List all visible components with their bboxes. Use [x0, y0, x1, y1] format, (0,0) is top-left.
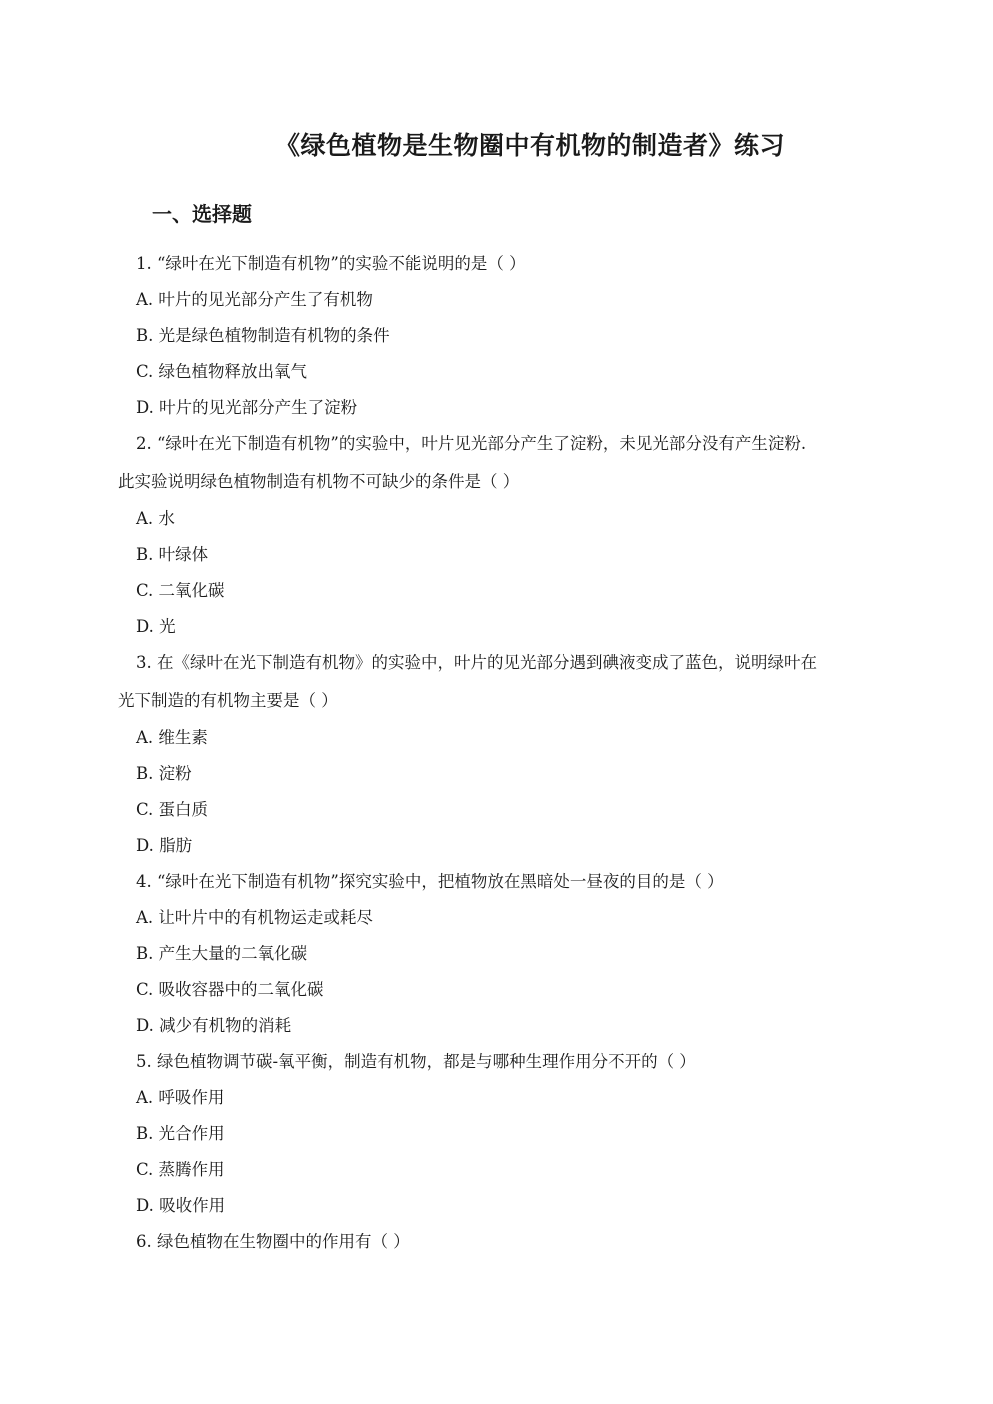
question-6-stem: 6. 绿色植物在生物圈中的作用有（ ）	[136, 1232, 410, 1251]
question-5-option-a: A. 呼吸作用	[136, 1088, 225, 1107]
question-5-stem: 5. 绿色植物调节碳-氧平衡，制造有机物，都是与哪种生理作用分不开的（ ）	[136, 1052, 696, 1071]
question-2-option-c: C. 二氧化碳	[136, 581, 225, 600]
document-title: 《绿色植物是生物圈中有机物的制造者》练习	[274, 131, 785, 160]
question-1-option-d: D. 叶片的见光部分产生了淀粉	[136, 398, 358, 417]
question-3-option-b: B. 淀粉	[136, 764, 192, 783]
question-3-option-a: A. 维生素	[136, 728, 208, 747]
question-3-stem-continued: 光下制造的有机物主要是（ ）	[118, 691, 338, 710]
question-3-option-d: D. 脂肪	[136, 836, 193, 855]
question-3-option-c: C. 蛋白质	[136, 800, 209, 819]
question-4-stem: 4. “绿叶在光下制造有机物”探究实验中，把植物放在黑暗处一昼夜的目的是（ ）	[136, 872, 724, 891]
section-heading: 一、选择题	[152, 202, 252, 226]
question-1-option-a: A. 叶片的见光部分产生了有机物	[136, 290, 373, 309]
question-3-stem: 3. 在《绿叶在光下制造有机物》的实验中，叶片的见光部分遇到碘液变成了蓝色，说明绿叶在	[136, 653, 817, 672]
question-2-stem-continued: 此实验说明绿色植物制造有机物不可缺少的条件是（ ）	[118, 472, 520, 491]
question-2-option-d: D. 光	[136, 617, 176, 636]
question-4-option-a: A. 让叶片中的有机物运走或耗尽	[136, 908, 373, 927]
question-1-option-c: C. 绿色植物释放出氧气	[136, 362, 308, 381]
question-5-option-d: D. 吸收作用	[136, 1196, 226, 1215]
question-1-stem: 1. “绿叶在光下制造有机物”的实验不能说明的是（ ）	[136, 254, 526, 273]
question-1-option-b: B. 光是绿色植物制造有机物的条件	[136, 326, 390, 345]
question-5-option-c: C. 蒸腾作用	[136, 1160, 225, 1179]
question-4-option-d: D. 减少有机物的消耗	[136, 1016, 292, 1035]
question-4-option-c: C. 吸收容器中的二氧化碳	[136, 980, 324, 999]
question-4-option-b: B. 产生大量的二氧化碳	[136, 944, 308, 963]
question-2-option-a: A. 水	[136, 509, 175, 528]
question-2-option-b: B. 叶绿体	[136, 545, 209, 564]
question-2-stem: 2. “绿叶在光下制造有机物”的实验中，叶片见光部分产生了淀粉，未见光部分没有产生淀粉.	[136, 434, 807, 453]
question-5-option-b: B. 光合作用	[136, 1124, 225, 1143]
